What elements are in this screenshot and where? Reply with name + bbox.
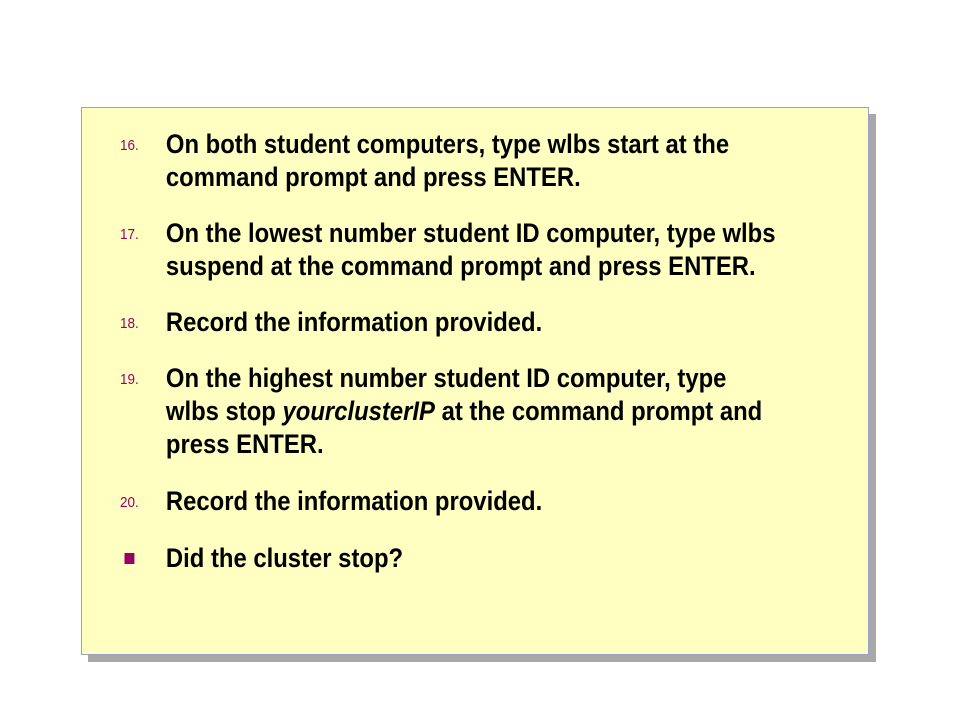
step-text-after: at the command prompt and press ENTER. — [165, 396, 763, 459]
step-18 — [120, 306, 777, 339]
step-text: On both student computers, type wlbs start at the command prompt and press ENTER. — [165, 129, 730, 192]
step-20 — [120, 485, 777, 518]
bullet-item — [120, 542, 777, 575]
step-text: On the lowest number student ID computer, type wlbs suspend at the command prompt and press ENTER. — [165, 218, 776, 281]
bullet-text: Did the cluster stop? — [165, 543, 404, 573]
step-list — [120, 128, 850, 575]
step-number: 18. — [120, 315, 139, 332]
step-number: 20. — [120, 494, 139, 511]
step-text-italic: yourclusterIP — [282, 396, 435, 426]
step-number: 19. — [120, 371, 139, 388]
step-text: Record the information provided. — [165, 486, 543, 516]
square-bullet-icon — [125, 553, 135, 564]
step-text-before: On the highest number student ID computer, type wlbs stop — [165, 363, 727, 426]
step-19 — [120, 362, 777, 461]
step-17 — [120, 217, 777, 283]
step-16 — [120, 128, 777, 194]
step-number: 16. — [120, 137, 139, 154]
step-text: Record the information provided. — [165, 307, 543, 337]
step-number: 17. — [120, 226, 139, 243]
